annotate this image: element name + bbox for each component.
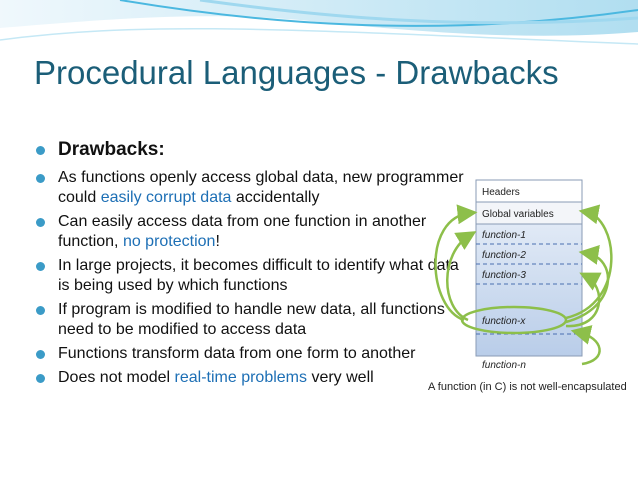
access-arrow <box>447 235 470 320</box>
functionx-label: function-x <box>482 316 526 327</box>
bullet-dot <box>36 218 45 227</box>
bullet-dot <box>36 306 45 315</box>
highlight-text: no protection <box>122 233 216 250</box>
bullet-text: In large projects, it becomes difficult to identify what data is being used by which functions <box>58 257 459 294</box>
function1-label: function-1 <box>482 230 526 241</box>
bullet-dot <box>36 262 45 271</box>
function2-label: function-2 <box>482 250 526 261</box>
diagram-caption: A function (in C) is not well-encapsulated <box>428 381 627 393</box>
bullet-text: As functions openly access global data, new programmer could <box>58 169 464 206</box>
bullet-dot <box>36 174 45 183</box>
bullet-text: accidentally <box>231 189 320 206</box>
bullet-text: very well <box>307 369 374 386</box>
highlight-text: real-time problems <box>174 369 307 386</box>
bullet-item <box>32 300 472 340</box>
functionn-label: function-n <box>482 360 526 371</box>
bullet-item <box>32 168 472 208</box>
bullet-item <box>32 344 472 364</box>
bullet-dot <box>36 350 45 359</box>
bullet-item <box>32 212 472 252</box>
global-variables-label: Global variables <box>482 209 554 220</box>
highlight-text: easily corrupt data <box>100 189 232 206</box>
bullet-list <box>32 138 472 392</box>
bullet-text: Can easily access data from one function in another function, <box>58 213 427 250</box>
memory-layout-diagram <box>418 178 638 398</box>
heading-text: Drawbacks: <box>58 139 165 160</box>
bullet-text: Does not model <box>58 369 175 386</box>
bullet-item <box>32 368 472 388</box>
bullet-text: Functions transform data from one form to another <box>58 345 416 362</box>
bullet-dot <box>36 374 45 383</box>
function3-label: function-3 <box>482 270 526 281</box>
headers-label: Headers <box>482 187 520 198</box>
bullet-dot <box>36 146 45 155</box>
bullet-heading <box>32 138 472 162</box>
bullet-item <box>32 256 472 296</box>
bullet-text: ! <box>215 233 220 250</box>
slide-title: Procedural Languages - Drawbacks <box>34 54 559 91</box>
bullet-text: If program is modified to handle new data, all functions need to be modified to access data <box>58 301 445 338</box>
